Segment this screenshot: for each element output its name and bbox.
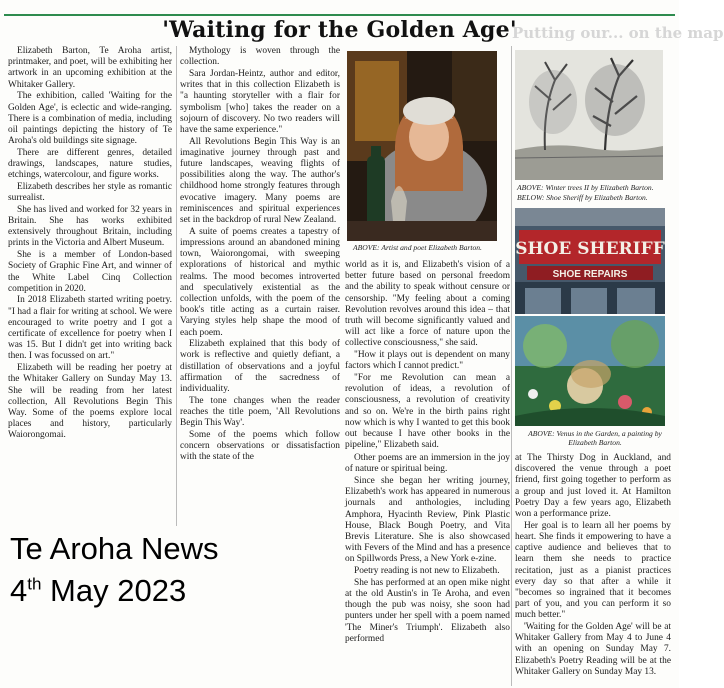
paragraph: The tone changes when the reader reaches the title poem, 'All Revolutions Begin This Way'.: [180, 395, 340, 429]
publication-name: Te Aroha News: [10, 531, 219, 566]
paragraph: All Revolutions Begin This Way is an imaginative journey through past and future landscapes, weaving flights of possibilities along the way. The author's childhood home strongly features through evocative imagery. Many poems are reminiscences and spiritual experiences set in the backdrop of rural New Zealand.: [180, 136, 340, 226]
paragraph: at The Thirsty Dog in Auckland, and discovered the venue through a poet friend, first going together to perform as a group and just loved it. At Hamilton Poetry Day a few years ago, Elizabeth won a performance prize.: [515, 453, 671, 520]
paragraph: A suite of poems creates a tapestry of impressions around an abandoned mining town, Waiorongomai, with sweeping explorations of historical and mythic realms. The mood becomes introverted and speculatively existential as the collection unfolds, with the poem of the book's title acting as a curtain raiser. Varying styles help shape the mood of each poem.: [180, 226, 340, 338]
winter-trees-artwork: [515, 50, 663, 180]
date-day: 4: [10, 573, 28, 608]
column-divider: [176, 46, 177, 526]
paragraph: She has performed at an open mike night at the old Austin's in Te Aroha, and even though the pub was noisy, she soon had punters under her spell with a poem named 'The Miner's Triumph'. Elizabeth also performed: [345, 577, 510, 644]
column-divider: [511, 46, 512, 686]
paragraph: 'Waiting for the Golden Age' will be at Whitaker Gallery from May 4 to June 4 with an opening on Sunday May 7. Elizabeth's Poetry Reading will be at the Whitaker Gallery on Sunday May 13.: [515, 622, 671, 677]
paragraph: Some of the poems which follow concern observations or dissatisfaction with the state of the: [180, 429, 340, 463]
paragraph: There are different genres, detailed drawings, landscapes, nature studies, etchings, watercolour, and figure works.: [8, 147, 172, 181]
artist-photo-caption: ABOVE: Artist and poet Elizabeth Barton.: [353, 243, 482, 252]
winter-trees-illustration: [515, 50, 663, 180]
paragraph: She is a member of London-based Society of Graphic Fine Art, and winner of the White Label Cinq Collection competition in 2020.: [8, 250, 172, 294]
paragraph: Her goal is to learn all her poems by heart. She finds it empowering to have a captive audience and believes that to learn them she needs to practice recitation, just as a pianist practices every day so that after a while it "becomes so ingrained that it becomes part of you, and you can perform it so much better.": [515, 520, 671, 621]
shop-sign-line-1: SHOE SHERIFF: [515, 239, 665, 259]
publication-date: [10, 570, 330, 612]
paragraph: Since she began her writing journey, Elizabeth's work has appeared in numerous journals and anthologies, including Amphora, Hyacinth Review, Pink Plastic House, Black Bough Poetry, and Vita Brevis Literature. She is also showcased with Fevers of the Mind and has a presence on Spillwords Press, a New York e-zine.: [345, 475, 510, 565]
shoe-sheriff-illustration: [515, 208, 665, 314]
paragraph: Elizabeth will be reading her poetry at the Whitaker Gallery on Sunday May 13. She will be reading from her latest collection, All Revolutions Begin This Way. Some of the poems explore local places and history, particularly Waiorongomai.: [8, 363, 172, 441]
paragraph: Poetry reading is not new to Elizabeth.: [354, 566, 500, 577]
venus-caption: ABOVE: Venus in the Garden, a painting by Elizabeth Barton.: [528, 429, 662, 447]
paragraph: She has lived and worked for 32 years in Britain. She has works exhibited extensively throughout Britain, including prints in the Victoria and Albert Museum.: [8, 204, 172, 249]
article-column-4: [515, 453, 671, 679]
article-column-1: [8, 46, 172, 442]
adjacent-headline-ghost: Putting our... on the map: [512, 24, 724, 42]
paragraph: The exhibition, called 'Waiting for the Golden Age', is eclectic and wide-ranging. There is a combination of media, including oil paintings depicting the history of Te Aroha's old buildings site signage.: [8, 91, 172, 147]
shoe-sheriff-artwork: [515, 208, 665, 314]
date-month-year: May 2023: [41, 573, 187, 608]
paragraph: Elizabeth explained that this body of work is reflective and quietly defiant, a distillation of observations and a joyful affirmation of the sacredness of individuality.: [180, 339, 340, 395]
paragraph: "For me Revolution can mean a revolution of ideas, a revolution of consciousness, a revolution of creativity and so on. We're in the birth pains right now which is why I wanted to get this book out because I have other books in the pipeline," Elizabeth said.: [345, 373, 510, 451]
artist-photo-illustration: [347, 51, 497, 241]
article-column-2: [180, 46, 340, 464]
venus-garden-illustration: [515, 316, 665, 426]
article-headline: 'Waiting for the Golden Age': [162, 17, 517, 43]
date-ordinal-suffix: th: [27, 574, 42, 594]
paragraph: Elizabeth Barton, Te Aroha artist, printmaker, and poet, will be exhibiting her artwork in an upcoming exhibition at the Whitaker Gallery.: [8, 46, 172, 90]
article-column-3-bottom: [345, 453, 510, 645]
paragraph: Sara Jordan-Heintz, author and editor, writes that in this collection Elizabeth is "a haunting storyteller with a flair for symbolism [who] takes the reader on a sojourn of discovery. No two readers will have the same experience.": [180, 68, 340, 135]
paragraph: Elizabeth describes her style as romantic surrealist.: [8, 181, 172, 204]
article-column-3-top: [345, 260, 510, 452]
shop-sign-line-2: SHOE REPAIRS: [552, 269, 628, 280]
shoe-sheriff-caption: BELOW: Shoe Sheriff by Elizabeth Barton.: [517, 193, 648, 202]
venus-in-the-garden-artwork: [515, 316, 665, 426]
artist-photo: [347, 51, 497, 241]
paragraph: Mythology is woven through the collection.: [180, 46, 340, 68]
paragraph: "How it plays out is dependent on many factors which I cannot predict.": [345, 350, 510, 372]
paragraph: world as it is, and Elizabeth's vision of a better future based on personal freedom and the ability to speak without censure or censorship. "My feeling about a coming Revolution revolves around this idea – that truth will become significantly valued and will act like a force of nature upon the collective consciousness," she said.: [345, 260, 510, 349]
paragraph: Other poems are an immersion in the joy of nature or spiritual being.: [345, 453, 510, 475]
paragraph: In 2018 Elizabeth started writing poetry. "I had a flair for writing at school. We were encouraged to write poetry and I got a certificate of excellence for poetry when I was 15. But I didn't get into writing back then. I was focussed on art.": [8, 295, 172, 362]
top-rule: [4, 14, 675, 16]
winter-trees-caption: ABOVE: Winter trees II by Elizabeth Barton.: [517, 183, 654, 192]
publication-source: [10, 528, 330, 612]
